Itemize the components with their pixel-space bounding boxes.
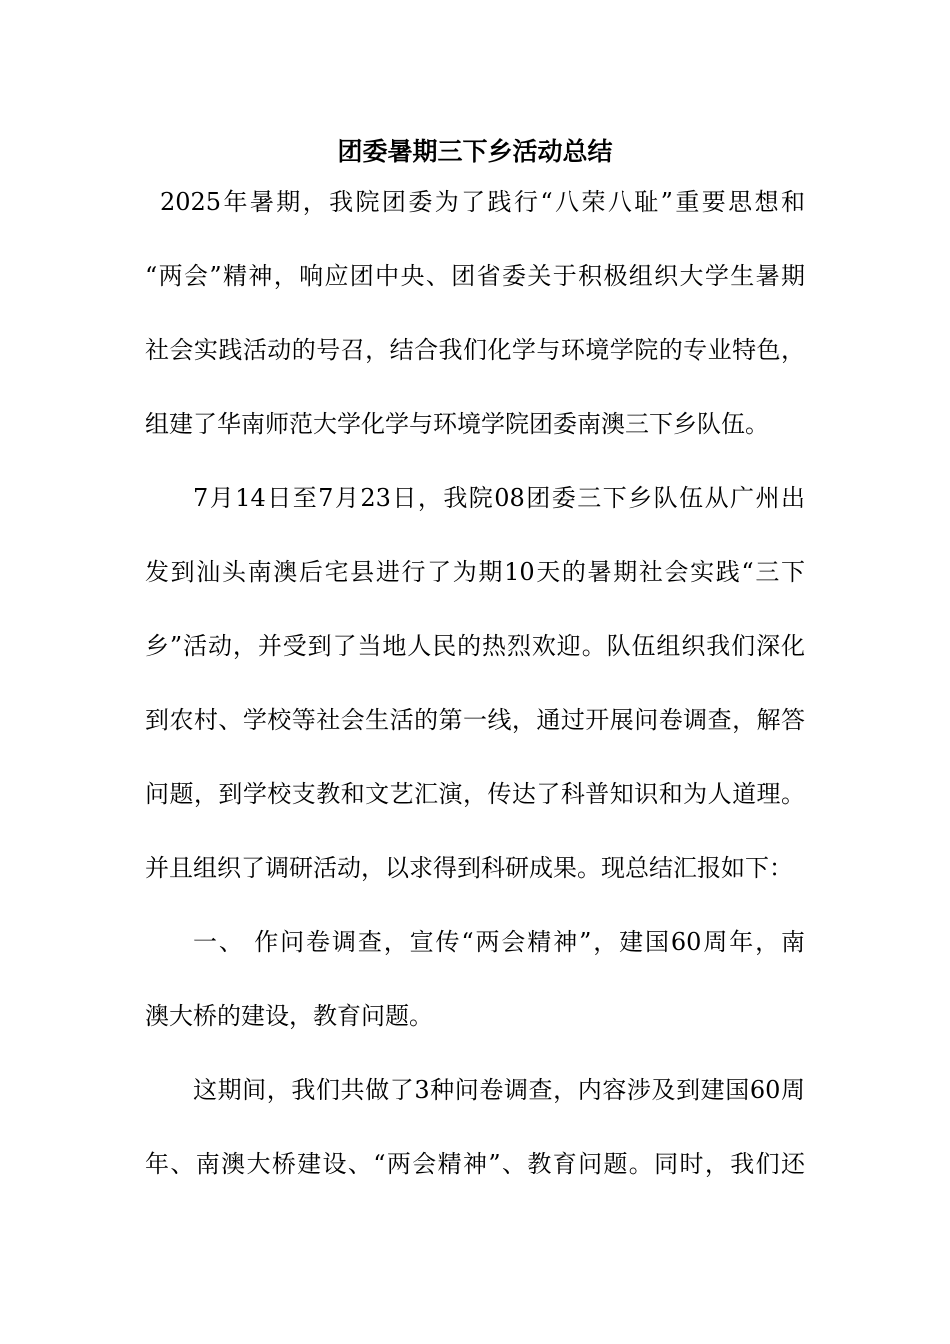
- paragraph-2-line-3: 乡”活动，并受到了当地人民的热烈欢迎。队伍组织我们深化: [145, 632, 805, 660]
- paragraph-1-line-3: 社会实践活动的号召，结合我们化学与环境学院的专业特色，: [145, 336, 805, 364]
- paragraph-2-line-5: 问题，到学校支教和文艺汇演，传达了科普知识和为人道理。: [145, 780, 805, 808]
- section-1-heading-line-2: 澳大桥的建设，教育问题。: [145, 1002, 433, 1030]
- paragraph-3-line-1: 这期间，我们共做了3种问卷调查，内容涉及到建国60周: [193, 1076, 805, 1104]
- document-title: 团委暑期三下乡活动总结: [337, 137, 613, 166]
- paragraph-2-line-2: 发到汕头南澳后宅县进行了为期10天的暑期社会实践“三下: [145, 558, 805, 586]
- paragraph-1-line-4: 组建了华南师范大学化学与环境学院团委南澳三下乡队伍。: [145, 410, 769, 438]
- paragraph-3-line-2: 年、南澳大桥建设、“两会精神”、教育问题。同时，我们还: [145, 1150, 805, 1178]
- paragraph-1-line-2: “两会”精神，响应团中央、团省委关于积极组织大学生暑期: [145, 262, 805, 290]
- paragraph-2-line-6: 并且组织了调研活动，以求得到科研成果。现总结汇报如下：: [145, 854, 793, 882]
- paragraph-2-line-1: 7月14日至7月23日，我院08团委三下乡队伍从广州出: [193, 484, 805, 512]
- paragraph-2-line-4: 到农村、学校等社会生活的第一线，通过开展问卷调查，解答: [145, 706, 805, 734]
- paragraph-1-line-1: 2025年暑期，我院团委为了践行“八荣八耻”重要思想和: [160, 188, 805, 216]
- section-1-heading-line-1: 一、 作问卷调查，宣传“两会精神”，建国60周年，南: [193, 928, 805, 956]
